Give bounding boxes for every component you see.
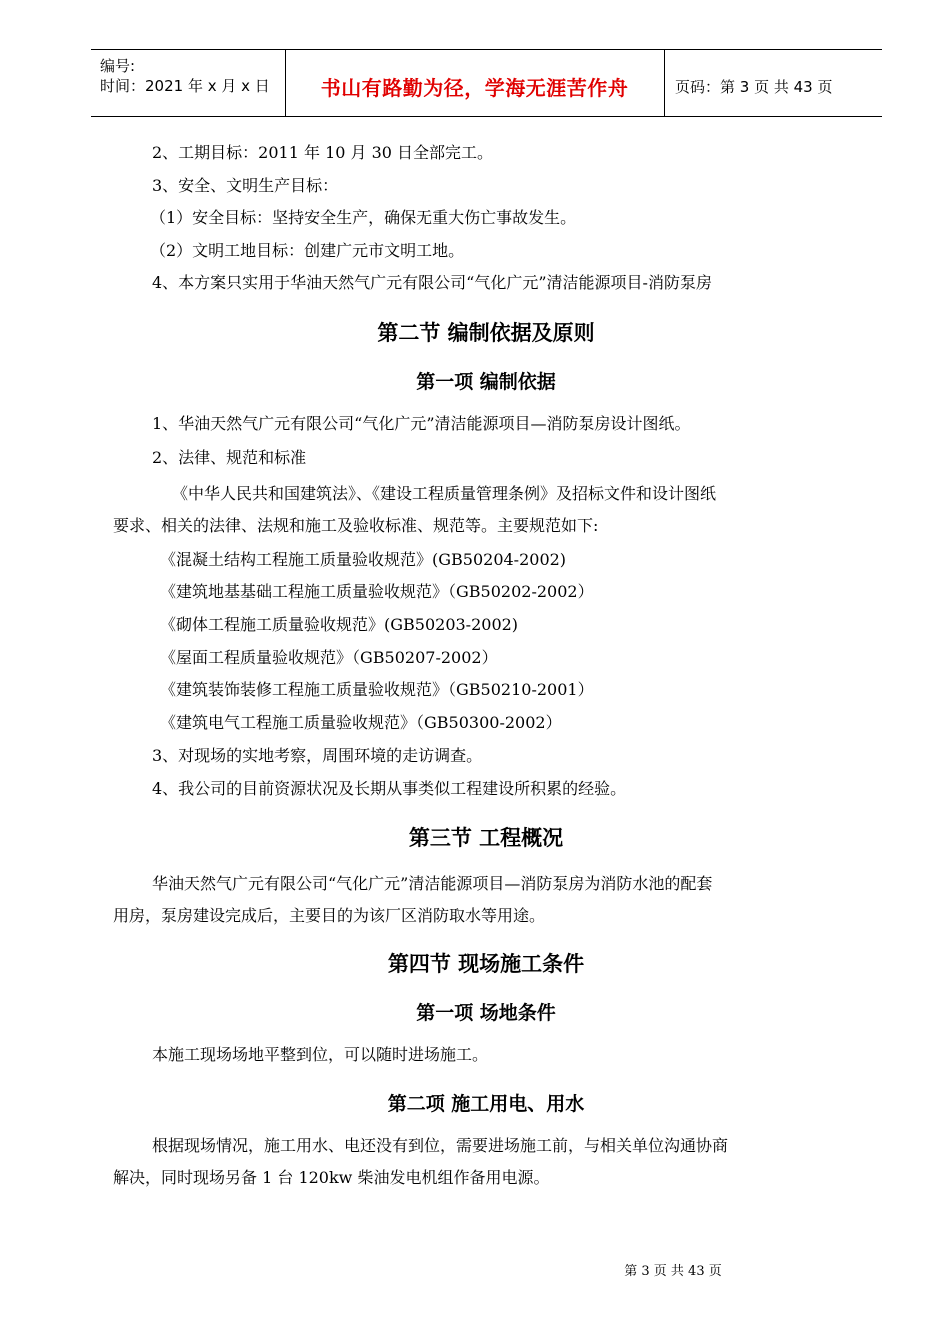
- item-title: 第一项 编制依据: [416, 371, 556, 393]
- basis-item: 3、对现场的实地考察，周围环境的走访调查。: [152, 746, 483, 765]
- basis-paragraph-line: 要求、相关的法律、法规和施工及验收标准、规范等。主要规范如下:: [113, 516, 599, 535]
- basis-item: 1、华油天然气广元有限公司“气化广元”清洁能源项目—消防泵房设计图纸。: [152, 414, 691, 433]
- item-title: 第二项 施工用电、用水: [387, 1093, 585, 1115]
- goal-scope: 4、本方案只实用于华油天然气广元有限公司“气化广元”清洁能源项目-消防泵房: [152, 273, 712, 292]
- standard-item: 《屋面工程质量验收规范》（GB50207-2002）: [160, 648, 498, 667]
- item-title: 第一项 场地条件: [416, 1002, 556, 1024]
- overview-line: 用房，泵房建设完成后，主要目的为该厂区消防取水等用途。: [113, 906, 546, 925]
- standard-item: 《砌体工程施工质量验收规范》(GB50203-2002): [160, 615, 519, 634]
- section-title: 第二节 编制依据及原则: [377, 321, 595, 345]
- header-page-info: 页码：第 3 页 共 43 页: [675, 78, 833, 96]
- basis-item: 4、我公司的目前资源状况及长期从事类似工程建设所积累的经验。: [152, 779, 627, 798]
- standard-item: 《建筑电气工程施工质量验收规范》（GB50300-2002）: [160, 713, 562, 732]
- header-motto: 书山有路勤为径，学海无涯苦作舟: [320, 76, 629, 100]
- site-condition-text: 本施工现场场地平整到位，可以随时进场施工。: [152, 1045, 489, 1064]
- power-water-line: 根据现场情况，施工用水、电还没有到位，需要进场施工前，与相关单位沟通协商: [152, 1136, 729, 1155]
- basis-paragraph-line: 《中华人民共和国建筑法》、《建设工程质量管理条例》及招标文件和设计图纸: [172, 484, 717, 503]
- power-water-line: 解决，同时现场另备 1 台 120kw 柴油发电机组作备用电源。: [113, 1168, 550, 1187]
- basis-item: 2、法律、规范和标准: [152, 448, 307, 467]
- goal-civilized-site: （2）文明工地目标：创建广元市文明工地。: [150, 241, 465, 260]
- header-meta: [100, 56, 270, 96]
- page-footer: 第 3 页 共 43 页: [624, 1264, 722, 1279]
- standard-item: 《建筑装饰装修工程施工质量验收规范》（GB50210-2001）: [160, 680, 594, 699]
- section-title: 第四节 现场施工条件: [387, 952, 585, 976]
- header-divider: [664, 50, 665, 116]
- goal-safety-heading: 3、安全、文明生产目标：: [152, 176, 339, 195]
- time-label: 时间：2021 年 x 月 x 日: [100, 77, 270, 95]
- number-label: 编号:: [100, 57, 136, 75]
- page-header: [91, 49, 882, 117]
- standard-item: 《混凝土结构工程施工质量验收规范》(GB50204-2002): [160, 550, 567, 569]
- section-title: 第三节 工程概况: [408, 826, 564, 850]
- goal-schedule: 2、工期目标：2011 年 10 月 30 日全部完工。: [152, 143, 494, 162]
- goal-safety: （1）安全目标：坚持安全生产，确保无重大伤亡事故发生。: [150, 208, 577, 227]
- standard-item: 《建筑地基基础工程施工质量验收规范》（GB50202-2002）: [160, 582, 594, 601]
- overview-line: 华油天然气广元有限公司“气化广元”清洁能源项目—消防泵房为消防水池的配套: [152, 874, 713, 893]
